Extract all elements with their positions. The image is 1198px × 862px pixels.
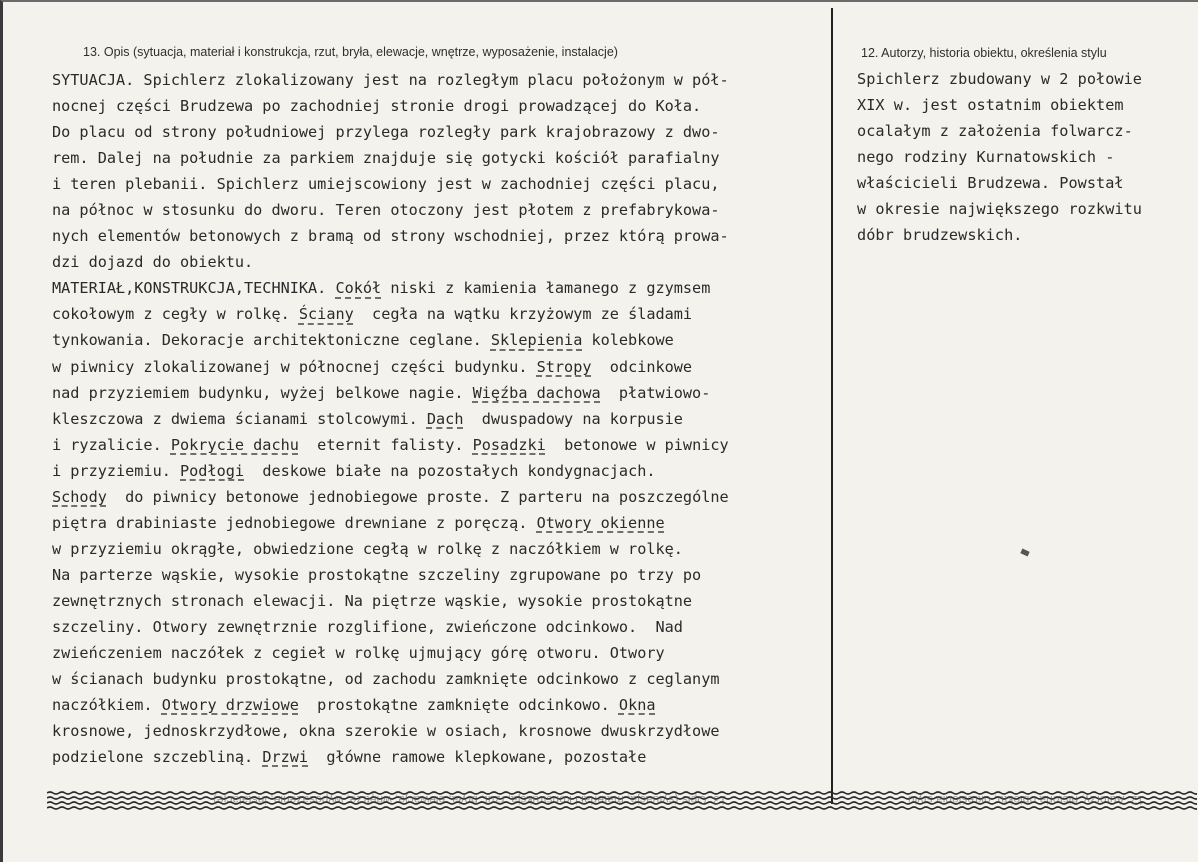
history-line	[857, 118, 1142, 144]
text-run: szczeliny. Otwory zewnętrznie rozglifione, zwieńczone odcinkowo. Nad	[52, 617, 683, 636]
description-line	[52, 145, 729, 171]
text-run: kleszczowa z dwiema ścianami stolcowymi.	[52, 409, 427, 428]
description-line	[52, 354, 729, 380]
description-line	[52, 614, 729, 640]
underlined-term: Drzwi	[262, 748, 309, 767]
text-run: i przyziemiu.	[52, 461, 181, 480]
description-line	[52, 744, 729, 770]
description-line	[52, 171, 729, 197]
description-line	[52, 249, 729, 275]
underlined-term: Posadzki	[472, 435, 546, 454]
text-run: nad przyziemiem budynku, wyżej belkowe nagie.	[52, 383, 473, 402]
description-line	[52, 197, 729, 223]
description-line	[52, 327, 729, 353]
section-13-description	[52, 67, 729, 770]
description-line	[52, 301, 729, 327]
text-run: rem. Dalej na południe za parkiem znajduje się gotycki kościół parafialny	[52, 149, 720, 168]
description-line	[52, 562, 729, 588]
description-line	[52, 536, 729, 562]
underlined-term: Sklepienia	[490, 331, 583, 350]
wave-line	[47, 807, 1197, 809]
description-line	[52, 666, 729, 692]
description-line	[52, 67, 729, 93]
text-run: na północ w stosunku do dworu. Teren otoczony jest płotem z prefabrykowa-	[52, 201, 720, 220]
section-13-heading: 13. Opis (sytuacja, materiał i konstrukcja, rzut, bryła, elewacje, wnętrze, wyposażenie, instalacje)	[83, 45, 618, 59]
text-run: prostokątne zamknięte odcinkowo.	[298, 696, 619, 715]
description-line	[52, 484, 729, 510]
underlined-term: Otwory okienne	[536, 513, 665, 532]
text-run: odcinkowe	[591, 357, 693, 376]
history-line	[857, 196, 1142, 222]
description-line	[52, 640, 729, 666]
text-run: do piwnicy betonowe jednobiegowe proste. Z parteru na poszczególne	[106, 487, 729, 506]
text-run: zwieńczeniem naczółek z cegieł w rolkę ujmujący górę otworu. Otwory	[52, 644, 665, 663]
ink-mark	[1020, 549, 1029, 557]
description-line	[52, 718, 729, 744]
history-line	[857, 92, 1142, 118]
underlined-term: Ściany	[298, 305, 354, 324]
text-run: naczółkiem.	[52, 696, 162, 715]
text-run: w przyziemiu okrągłe, obwiedzione cegłą w rolkę z naczółkiem w rolkę.	[52, 539, 683, 558]
underlined-term: Schody	[52, 487, 107, 506]
description-line	[52, 119, 729, 145]
description-line	[52, 432, 729, 458]
description-line	[52, 510, 729, 536]
text-run: piętra drabiniaste jednobiegowe drewniane z poręczą.	[52, 513, 537, 532]
text-run: i ryzalicie.	[52, 435, 171, 454]
description-line	[52, 93, 729, 119]
underlined-term: Dach	[426, 409, 464, 428]
history-line	[857, 144, 1142, 170]
text-run: eternit falisty.	[298, 435, 473, 454]
text-run: zewnętrznych stronach elewacji. Na piętrze wąskie, wysokie prostokątne	[52, 591, 693, 610]
text-run: kolebkowe	[582, 331, 674, 350]
description-line	[52, 380, 729, 406]
text-run: właścicieli Brudzewa. Powstał	[857, 174, 1124, 193]
description-line	[52, 588, 729, 614]
text-run: w piwnicy zlokalizowanej w północnej części budynku.	[52, 357, 537, 376]
underlined-term: Pokrycie dachu	[170, 435, 299, 454]
history-line	[857, 170, 1142, 196]
text-run: tynkowania. Dekoracje architektoniczne ceglane.	[52, 331, 491, 350]
text-run: krosnowe, jednoskrzydłowe, okna szerokie w osiach, krosnowe dwuskrzydłowe	[52, 722, 720, 741]
text-run: dzi dojazd do obiektu.	[52, 253, 254, 272]
text-run: w okresie największego rozkwitu	[857, 200, 1143, 219]
text-run: dóbr brudzewskich.	[857, 226, 1023, 245]
text-run: Na parterze wąskie, wysokie prostokątne szczeliny zgrupowane po trzy po	[52, 565, 702, 584]
section-12-history	[857, 66, 1142, 248]
text-run: dwuspadowy na korpusie	[463, 409, 683, 428]
text-run: cokołowym z cegły w rolkę.	[52, 305, 299, 324]
mirrored-heading-right: 12. Autorzy, historia obiektu, określenia stylu	[908, 793, 1144, 807]
text-run: XIX w. jest ostatnim obiektem	[857, 96, 1124, 115]
text-run: w ścianach budynku prostokątne, od zachodu zamknięte odcinkowo z ceglanym	[52, 670, 720, 689]
text-run: nocnej części Brudzewa po zachodniej stronie drogi prowadzącej do Koła.	[52, 97, 702, 116]
history-line	[857, 222, 1142, 248]
text-run: płatwiowo-	[600, 383, 711, 402]
text-run: podzielone szczebliną.	[52, 748, 263, 767]
description-line	[52, 458, 729, 484]
text-run: betonowe w piwnicy	[545, 435, 729, 454]
text-run: deskowe białe na pozostałych kondygnacjach.	[244, 461, 656, 480]
underlined-term: Więźba dachowa	[472, 383, 601, 402]
text-run: cegła na wątku krzyżowym ze śladami	[353, 305, 693, 324]
mirrored-heading-left: 13. Opis (sytuacja, materiał i konstrukcja, rzut, bryła, elewacje, wnętrze, wyposażenie, instalacje)	[213, 793, 727, 807]
description-line	[52, 406, 729, 432]
description-line	[52, 223, 729, 249]
text-run: Do placu od strony południowej przylega rozległy park krajobrazowy z dwo-	[52, 123, 720, 142]
description-line	[52, 692, 729, 718]
text-run: SYTUACJA. Spichlerz zlokalizowany jest na rozległym placu położonym w pół-	[52, 71, 729, 89]
history-line	[857, 66, 1142, 92]
text-run: MATERIAŁ,KONSTRUKCJA,TECHNIKA.	[52, 279, 336, 298]
column-divider	[831, 8, 833, 804]
text-run: ocalałym z założenia folwarcz-	[857, 122, 1133, 141]
text-run: główne ramowe klepkowane, pozostałe	[308, 748, 647, 767]
text-run: nego rodziny Kurnatowskich -	[857, 148, 1115, 167]
text-run: Spichlerz zbudowany w 2 połowie	[857, 70, 1143, 88]
underlined-term: Otwory drzwiowe	[161, 696, 299, 715]
underlined-term: Stropy	[536, 357, 592, 376]
text-run: niski z kamienia łamanego z gzymsem	[381, 279, 711, 298]
section-12-heading: 12. Autorzy, historia obiektu, określenia stylu	[861, 46, 1107, 60]
underlined-term: Cokół	[335, 279, 382, 298]
description-line	[52, 275, 729, 301]
underlined-term: Okna	[618, 696, 656, 715]
text-run: nych elementów betonowych z bramą od strony wschodniej, przez którą prowa-	[52, 227, 729, 246]
text-run: i teren plebanii. Spichlerz umiejscowiony jest w zachodniej części placu,	[52, 175, 720, 194]
underlined-term: Podłogi	[180, 461, 245, 480]
